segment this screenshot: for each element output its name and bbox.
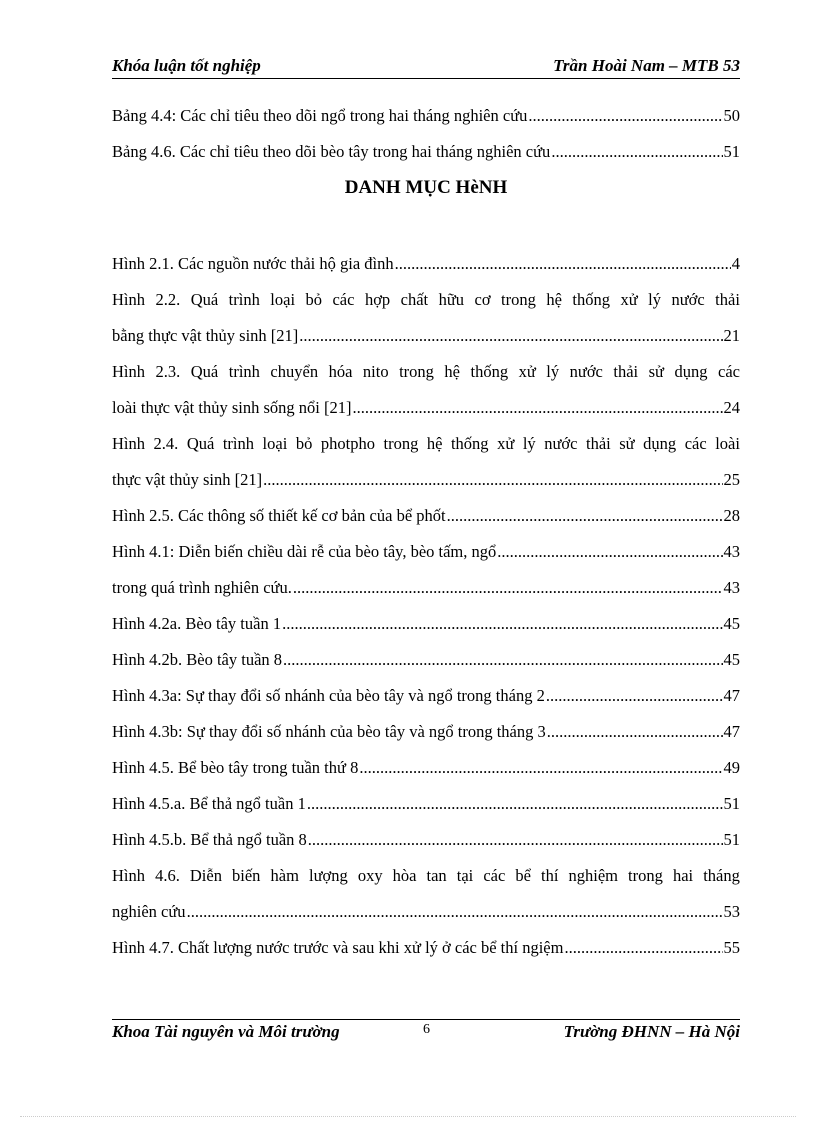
toc-entry-text: nghiên cứu <box>112 902 186 921</box>
toc-content <box>112 98 740 966</box>
toc-entry-page: 43 <box>723 542 740 561</box>
toc-entry[interactable] <box>112 930 740 966</box>
page-edge <box>20 1116 796 1117</box>
toc-entry-page: 51 <box>723 142 740 161</box>
leader-dots <box>395 246 731 282</box>
figure-list <box>112 246 740 966</box>
toc-entry-text: Hình 4.1: Diễn biến chiều dài rễ của bèo tây, bèo tấm, ngổ <box>112 542 497 561</box>
toc-entry[interactable] <box>112 786 740 822</box>
toc-entry-text: Hình 4.2a. Bèo tây tuần 1 <box>112 614 282 633</box>
toc-entry-page: 45 <box>723 614 740 633</box>
toc-entry-text: Bảng 4.4: Các chỉ tiêu theo dõi ngổ trong hai tháng nghiên cứu <box>112 106 528 125</box>
leader-dots <box>546 678 723 714</box>
toc-entry[interactable] <box>112 98 740 134</box>
toc-entry[interactable] <box>112 822 740 858</box>
toc-entry-page: 53 <box>723 902 740 921</box>
toc-entry-text: Hình 4.3a: Sự thay đổi số nhánh của bèo tây và ngổ trong tháng 2 <box>112 686 545 705</box>
page-header <box>112 52 740 79</box>
header-left: Khóa luận tốt nghiệp <box>112 56 261 75</box>
toc-entry-page: 25 <box>723 470 740 489</box>
toc-entry-text: Bảng 4.6. Các chỉ tiêu theo dõi bèo tây trong hai tháng nghiên cứu <box>112 142 551 161</box>
toc-entry-text: Hình 4.5. Bể bèo tây trong tuần thứ 8 <box>112 758 359 777</box>
toc-entry[interactable] <box>112 498 740 534</box>
toc-entry-page: 45 <box>723 650 740 669</box>
toc-entry-text: Hình 4.2b. Bèo tây tuần 8 <box>112 650 283 669</box>
leader-dots <box>352 390 722 426</box>
leader-dots <box>564 930 722 966</box>
toc-entry[interactable] <box>112 318 740 354</box>
toc-entry[interactable] <box>112 678 740 714</box>
toc-entry-text: Hình 4.5.a. Bể thả ngổ tuần 1 <box>112 794 306 813</box>
toc-entry-page: 21 <box>723 326 740 345</box>
toc-entry-page: 24 <box>723 398 740 417</box>
toc-entry[interactable] <box>112 606 740 642</box>
toc-entry[interactable] <box>112 570 740 606</box>
leader-dots <box>551 134 722 170</box>
toc-entry-page: 43 <box>723 578 740 597</box>
toc-entry[interactable] <box>112 642 740 678</box>
leader-dots <box>308 822 723 858</box>
leader-dots <box>359 750 722 786</box>
toc-entry-page: 51 <box>723 830 740 849</box>
toc-entry-line[interactable]: Hình 2.3. Quá trình chuyển hóa nito trong hệ thống xử lý nước thải sử dụng các <box>112 362 740 381</box>
leader-dots <box>497 534 722 570</box>
toc-entry-text: bằng thực vật thủy sinh [21] <box>112 326 299 345</box>
leader-dots <box>283 642 722 678</box>
leader-dots <box>299 318 722 354</box>
toc-entry[interactable] <box>112 714 740 750</box>
toc-entry-text: thực vật thủy sinh [21] <box>112 470 263 489</box>
toc-entry-page: 28 <box>723 506 740 525</box>
toc-entry-text: Hình 4.7. Chất lượng nước trước và sau khi xử lý ở các bể thí ngiệm <box>112 938 564 957</box>
toc-entry-text: Hình 2.1. Các nguồn nước thải hộ gia đình <box>112 254 394 273</box>
leader-dots <box>187 894 723 930</box>
toc-entry[interactable] <box>112 534 740 570</box>
toc-entry-line[interactable]: Hình 4.6. Diễn biến hàm lượng oxy hòa tan tại các bể thí nghiệm trong hai tháng <box>112 866 740 885</box>
toc-entry[interactable] <box>112 134 740 170</box>
toc-entry[interactable] <box>112 750 740 786</box>
leader-dots <box>447 498 723 534</box>
leader-dots <box>528 98 722 134</box>
toc-entry-text: Hình 4.3b: Sự thay đổi số nhánh của bèo tây và ngổ trong tháng 3 <box>112 722 546 741</box>
toc-entry-page: 47 <box>723 722 740 741</box>
toc-entry-page: 49 <box>723 758 740 777</box>
section-title: DANH MỤC HèNH <box>344 177 508 198</box>
toc-entry-text: loài thực vật thủy sinh sống nổi [21] <box>112 398 352 417</box>
toc-entry-page: 51 <box>723 794 740 813</box>
toc-entry-page: 55 <box>723 938 740 957</box>
toc-entry[interactable] <box>112 246 740 282</box>
toc-entry[interactable] <box>112 462 740 498</box>
toc-entry-line[interactable]: Hình 2.2. Quá trình loại bỏ các hợp chất hữu cơ trong hệ thống xử lý nước thải <box>112 290 740 309</box>
toc-entry[interactable] <box>112 390 740 426</box>
toc-entry-line[interactable]: Hình 2.4. Quá trình loại bỏ photpho trong hệ thống xử lý nước thải sử dụng các loài <box>112 434 740 453</box>
footer-left: Khoa Tài nguyên và Môi trường <box>112 1022 340 1041</box>
leader-dots <box>307 786 723 822</box>
page-number: 6 <box>423 1022 430 1037</box>
toc-entry-text: Hình 2.5. Các thông số thiết kế cơ bản của bể phốt <box>112 506 446 525</box>
leader-dots <box>547 714 723 750</box>
toc-entry-page: 47 <box>723 686 740 705</box>
toc-entry-text: Hình 4.5.b. Bể thả ngổ tuần 8 <box>112 830 307 849</box>
toc-entry-page: 50 <box>723 106 740 125</box>
leader-dots <box>282 606 722 642</box>
footer-right: Trường ĐHNN – Hà Nội <box>563 1022 740 1041</box>
toc-entry[interactable] <box>112 894 740 930</box>
page-footer <box>112 1019 740 1048</box>
header-right: Trần Hoài Nam – MTB 53 <box>553 56 740 75</box>
leader-dots <box>293 570 723 606</box>
toc-entry-page: 4 <box>731 254 740 273</box>
leader-dots <box>263 462 722 498</box>
toc-entry-text: trong quá trình nghiên cứu. <box>112 578 292 597</box>
